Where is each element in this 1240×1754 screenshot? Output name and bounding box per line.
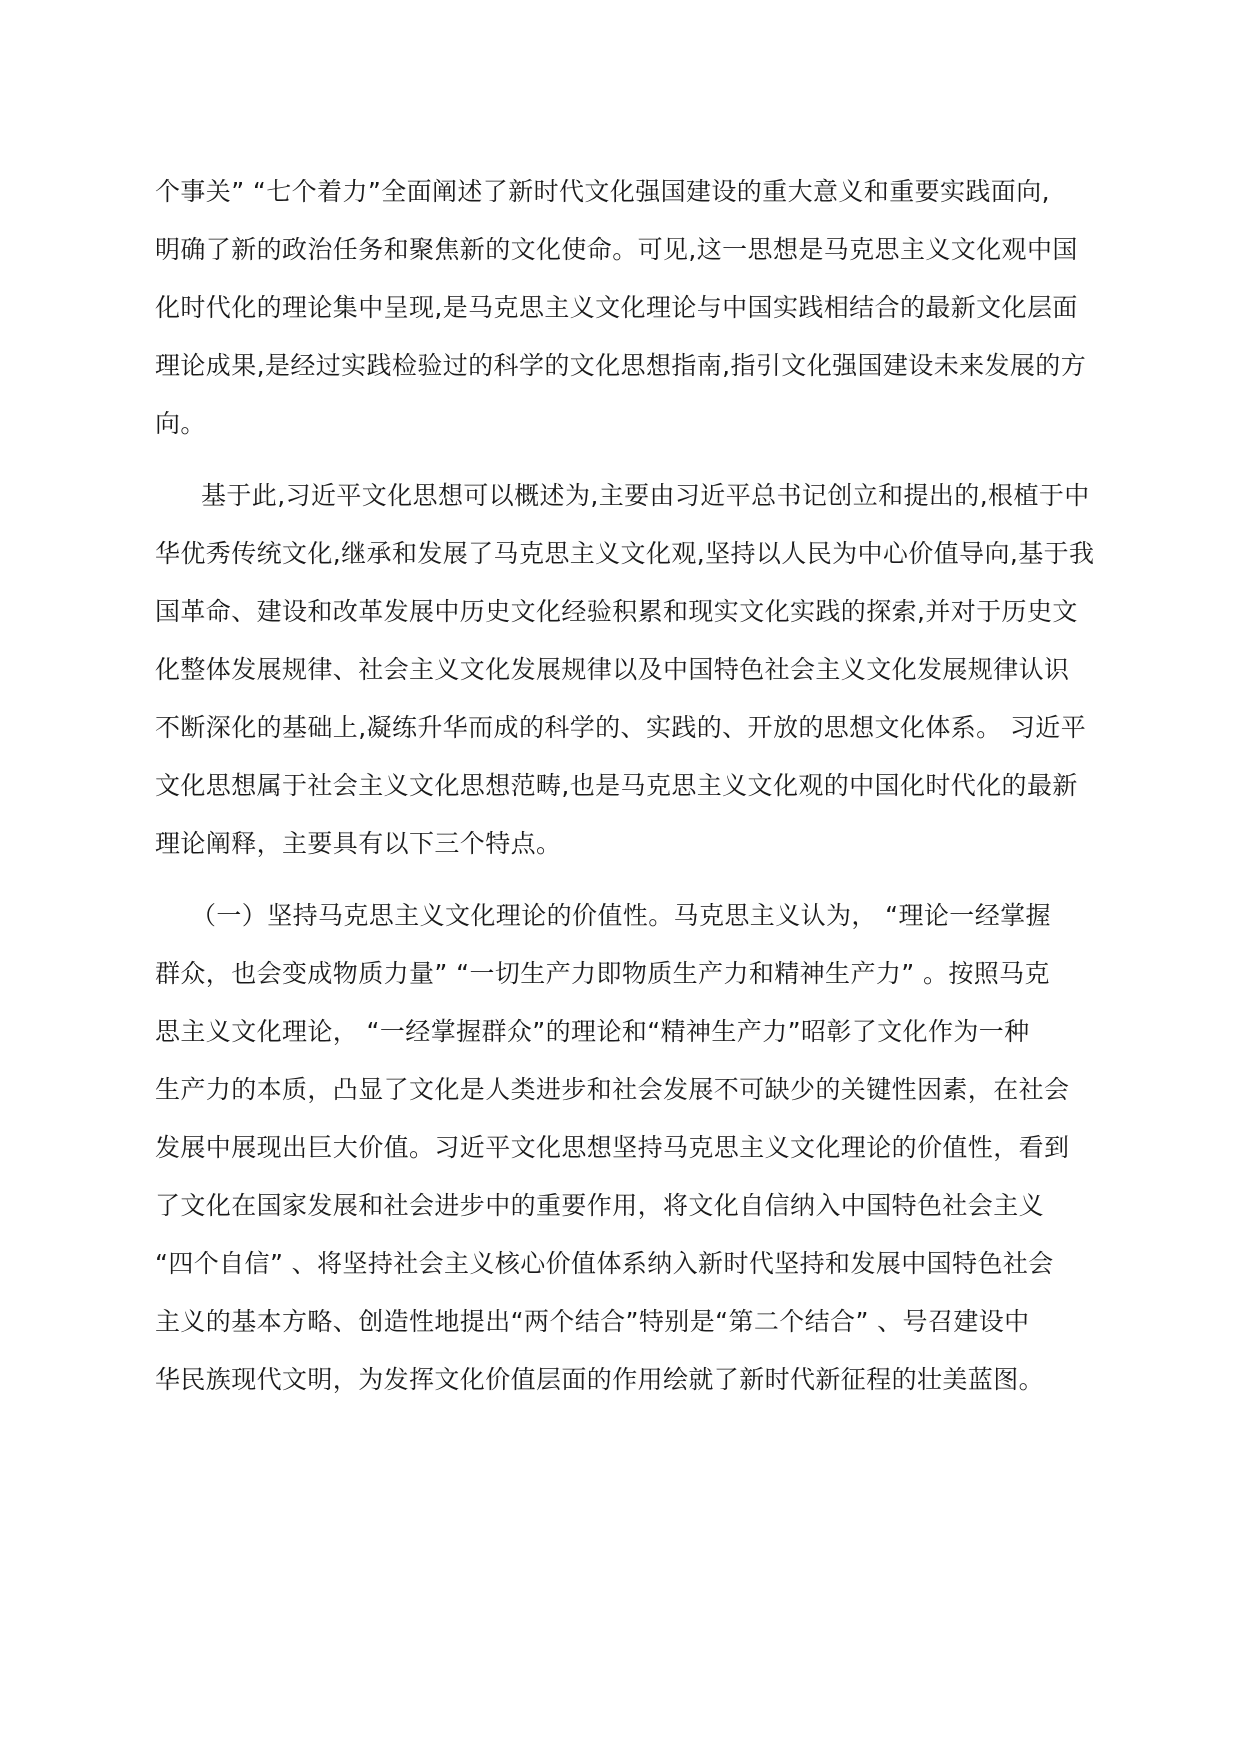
text-line: 理论成果,是经过实践检验过的科学的文化思想指南,指引文化强国建设未来发展的方	[155, 351, 1087, 380]
text-line: 化整体发展规律、社会主义文化发展规律以及中国特色社会主义文化发展规律认识	[155, 655, 1070, 684]
text-line: 不断深化的基础上,凝练升华而成的科学的、实践的、开放的思想文化体系。 习近平	[155, 713, 1087, 742]
text-line: （一）坚持马克思主义文化理论的价值性。马克思主义认为， “理论一经掌握	[191, 901, 1051, 930]
text-line: 向。	[155, 409, 206, 438]
text-line: 发展中展现出巨大价值。习近平文化思想坚持马克思主义文化理论的价值性，看到	[155, 1133, 1070, 1162]
text-line: 了文化在国家发展和社会进步中的重要作用，将文化自信纳入中国特色社会主义	[155, 1191, 1045, 1220]
text-line: 主义的基本方略、创造性地提出“两个结合”特别是“第二个结合” 、号召建设中	[155, 1307, 1030, 1336]
text-line: 生产力的本质，凸显了文化是人类进步和社会发展不可缺少的关键性因素，在社会	[155, 1075, 1070, 1104]
text-line: 文化思想属于社会主义文化思想范畴,也是马克思主义文化观的中国化时代化的最新	[155, 771, 1078, 800]
text-line: 基于此,习近平文化思想可以概述为,主要由习近平总书记创立和提出的,根植于中	[201, 481, 1090, 510]
text-line: 思主义文化理论， “一经掌握群众”的理论和“精神生产力”昭彰了文化作为一种	[155, 1017, 1030, 1046]
text-line: 群众，也会变成物质力量” “一切生产力即物质生产力和精神生产力” 。按照马克	[155, 959, 1050, 988]
text-line: 化时代化的理论集中呈现,是马克思主义文化理论与中国实践相结合的最新文化层面	[155, 293, 1078, 322]
text-line: 个事关” “七个着力”全面阐述了新时代文化强国建设的重大意义和重要实践面向,	[155, 177, 1050, 206]
text-line: “四个自信” 、将坚持社会主义核心价值体系纳入新时代坚持和发展中国特色社会	[155, 1249, 1054, 1278]
text-line: 国革命、建设和改革发展中历史文化经验积累和现实文化实践的探索,并对于历史文	[155, 597, 1078, 626]
text-line: 明确了新的政治任务和聚焦新的文化使命。可见,这一思想是马克思主义文化观中国	[155, 235, 1078, 264]
text-line: 华民族现代文明，为发挥文化价值层面的作用绘就了新时代新征程的壮美蓝图。	[155, 1365, 1045, 1394]
text-line: 华优秀传统文化,继承和发展了马克思主义文化观,坚持以人民为中心价值导向,基于我	[155, 539, 1095, 568]
text-line: 理论阐释，主要具有以下三个特点。	[155, 829, 562, 858]
